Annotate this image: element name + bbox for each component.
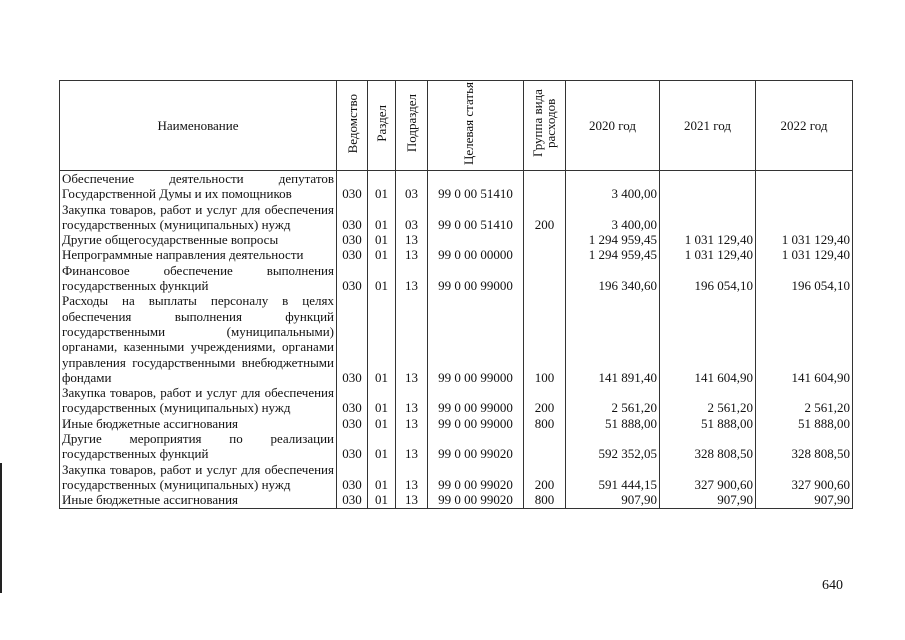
row-target-article-cell: 99 0 00 99000: [428, 293, 524, 385]
row-vedomstvo-cell: 030: [337, 171, 368, 202]
table-row: [60, 416, 853, 431]
row-razdel-cell: 01: [368, 462, 396, 493]
row-2022-cell: 196 054,10: [756, 263, 853, 294]
row-2020-cell: 141 891,40: [566, 293, 660, 385]
row-target-article-cell: 99 0 00 99020: [428, 462, 524, 493]
page-number: 640: [822, 578, 843, 593]
row-target-article-cell: 99 0 00 99020: [428, 492, 524, 508]
row-expense-group-cell: 800: [524, 416, 566, 431]
row-2021-cell: 327 900,60: [660, 462, 756, 493]
row-name-cell: Закупка товаров, работ и услуг для обеспечения государственных (муниципальных) нужд: [60, 462, 337, 493]
row-2021-cell: 141 604,90: [660, 293, 756, 385]
row-podrazdel-cell: 13: [396, 462, 428, 493]
row-2020-cell: 591 444,15: [566, 462, 660, 493]
row-podrazdel-cell: 13: [396, 492, 428, 508]
table-row: [60, 492, 853, 508]
row-razdel-cell: 01: [368, 416, 396, 431]
row-target-article-cell: 99 0 00 99000: [428, 416, 524, 431]
row-razdel-cell: 01: [368, 202, 396, 233]
header-vedomstvo: Ведомство: [337, 81, 368, 171]
budget-table: [59, 80, 853, 509]
table-row: [60, 462, 853, 493]
row-razdel-cell: 01: [368, 492, 396, 508]
row-2021-cell: 907,90: [660, 492, 756, 508]
row-expense-group-cell: 200: [524, 462, 566, 493]
row-2022-cell: 141 604,90: [756, 293, 853, 385]
row-target-article-cell: 99 0 00 99000: [428, 385, 524, 416]
row-expense-group-cell: [524, 431, 566, 462]
row-expense-group-cell: 200: [524, 385, 566, 416]
row-target-article-cell: [428, 232, 524, 247]
header-2021: 2021 год: [660, 81, 756, 171]
row-2022-cell: 907,90: [756, 492, 853, 508]
row-2022-cell: [756, 171, 853, 202]
row-podrazdel-cell: 13: [396, 416, 428, 431]
row-2022-cell: 328 808,50: [756, 431, 853, 462]
row-vedomstvo-cell: 030: [337, 492, 368, 508]
row-razdel-cell: 01: [368, 171, 396, 202]
scan-edge-line: [0, 463, 2, 593]
row-name-cell: Финансовое обеспечение выполнения государственных функций: [60, 263, 337, 294]
row-vedomstvo-cell: 030: [337, 232, 368, 247]
row-podrazdel-cell: 13: [396, 293, 428, 385]
table-row: [60, 263, 853, 294]
row-podrazdel-cell: 03: [396, 202, 428, 233]
header-expense-group: Группа вида расходов: [524, 81, 566, 171]
row-podrazdel-cell: 13: [396, 385, 428, 416]
header-2020: 2020 год: [566, 81, 660, 171]
row-target-article-cell: 99 0 00 00000: [428, 247, 524, 262]
row-2022-cell: [756, 202, 853, 233]
row-razdel-cell: 01: [368, 263, 396, 294]
table-row: [60, 293, 853, 385]
row-target-article-cell: 99 0 00 99000: [428, 263, 524, 294]
row-target-article-cell: 99 0 00 51410: [428, 202, 524, 233]
row-2021-cell: [660, 171, 756, 202]
row-2021-cell: 2 561,20: [660, 385, 756, 416]
row-name-cell: Расходы на выплаты персоналу в целях обеспечения выполнения функций государственными (муниципальными) органами, казенными учреждениями, органами управления государственными внебюджетными фондами: [60, 293, 337, 385]
row-podrazdel-cell: 13: [396, 247, 428, 262]
row-vedomstvo-cell: 030: [337, 247, 368, 262]
row-podrazdel-cell: 13: [396, 431, 428, 462]
row-podrazdel-cell: 13: [396, 263, 428, 294]
row-expense-group-cell: [524, 232, 566, 247]
row-vedomstvo-cell: 030: [337, 431, 368, 462]
row-target-article-cell: 99 0 00 99020: [428, 431, 524, 462]
row-2020-cell: 2 561,20: [566, 385, 660, 416]
row-2020-cell: 51 888,00: [566, 416, 660, 431]
row-2020-cell: 1 294 959,45: [566, 232, 660, 247]
header-target-article: Целевая статья: [428, 81, 524, 171]
row-2021-cell: 1 031 129,40: [660, 232, 756, 247]
row-vedomstvo-cell: 030: [337, 263, 368, 294]
row-vedomstvo-cell: 030: [337, 293, 368, 385]
row-2021-cell: 328 808,50: [660, 431, 756, 462]
header-2022: 2022 год: [756, 81, 853, 171]
row-2021-cell: 1 031 129,40: [660, 247, 756, 262]
row-2021-cell: 51 888,00: [660, 416, 756, 431]
row-2020-cell: 592 352,05: [566, 431, 660, 462]
row-2020-cell: 196 340,60: [566, 263, 660, 294]
row-name-cell: Другие общегосударственные вопросы: [60, 232, 337, 247]
row-2022-cell: 1 031 129,40: [756, 232, 853, 247]
header-razdel: Раздел: [368, 81, 396, 171]
row-name-cell: Обеспечение деятельности депутатов Государственной Думы и их помощников: [60, 171, 337, 202]
row-name-cell: Иные бюджетные ассигнования: [60, 492, 337, 508]
row-2020-cell: 3 400,00: [566, 202, 660, 233]
table-header-row: [60, 81, 853, 171]
row-target-article-cell: 99 0 00 51410: [428, 171, 524, 202]
row-expense-group-cell: [524, 263, 566, 294]
row-name-cell: Непрограммные направления деятельности: [60, 247, 337, 262]
row-razdel-cell: 01: [368, 232, 396, 247]
row-expense-group-cell: 200: [524, 202, 566, 233]
row-2022-cell: 51 888,00: [756, 416, 853, 431]
table-row: [60, 232, 853, 247]
row-name-cell: Иные бюджетные ассигнования: [60, 416, 337, 431]
row-2021-cell: 196 054,10: [660, 263, 756, 294]
row-razdel-cell: 01: [368, 431, 396, 462]
row-razdel-cell: 01: [368, 293, 396, 385]
header-podrazdel: Подраздел: [396, 81, 428, 171]
table-row: [60, 385, 853, 416]
row-2020-cell: 1 294 959,45: [566, 247, 660, 262]
row-expense-group-cell: 100: [524, 293, 566, 385]
row-vedomstvo-cell: 030: [337, 416, 368, 431]
row-vedomstvo-cell: 030: [337, 385, 368, 416]
row-2022-cell: 327 900,60: [756, 462, 853, 493]
row-name-cell: Закупка товаров, работ и услуг для обеспечения государственных (муниципальных) нужд: [60, 202, 337, 233]
row-2020-cell: 3 400,00: [566, 171, 660, 202]
row-razdel-cell: 01: [368, 247, 396, 262]
row-expense-group-cell: [524, 247, 566, 262]
row-2021-cell: [660, 202, 756, 233]
row-podrazdel-cell: 03: [396, 171, 428, 202]
row-name-cell: Закупка товаров, работ и услуг для обеспечения государственных (муниципальных) нужд: [60, 385, 337, 416]
row-podrazdel-cell: 13: [396, 232, 428, 247]
row-expense-group-cell: 800: [524, 492, 566, 508]
table-row: [60, 202, 853, 233]
table-row: [60, 431, 853, 462]
row-2020-cell: 907,90: [566, 492, 660, 508]
table-row: [60, 171, 853, 202]
row-2022-cell: 2 561,20: [756, 385, 853, 416]
row-razdel-cell: 01: [368, 385, 396, 416]
row-name-cell: Другие мероприятия по реализации государственных функций: [60, 431, 337, 462]
row-vedomstvo-cell: 030: [337, 202, 368, 233]
row-2022-cell: 1 031 129,40: [756, 247, 853, 262]
header-name: Наименование: [60, 81, 337, 171]
row-vedomstvo-cell: 030: [337, 462, 368, 493]
table-row: [60, 247, 853, 262]
row-expense-group-cell: [524, 171, 566, 202]
table-body: [60, 171, 853, 509]
